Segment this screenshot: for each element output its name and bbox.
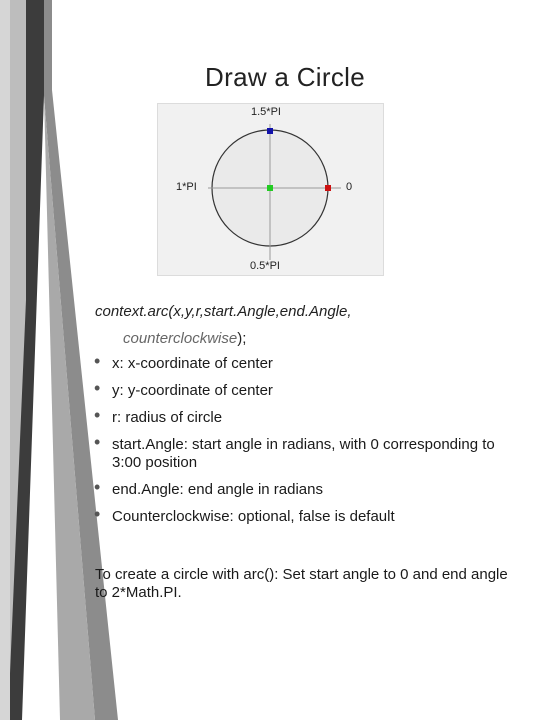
bullet-dot-icon: • bbox=[94, 504, 101, 524]
list-item bbox=[94, 378, 514, 400]
bullet-text: x: x-coordinate of center bbox=[112, 355, 273, 372]
code-line-1: context.arc(x,y,r,start.Angle,end.Angle, bbox=[95, 303, 352, 320]
zero-point bbox=[325, 185, 331, 191]
bullet-dot-icon: • bbox=[94, 432, 101, 452]
top-point bbox=[267, 128, 273, 134]
bullet-text: r: radius of circle bbox=[112, 409, 223, 426]
list-item bbox=[94, 504, 514, 526]
list-item bbox=[94, 351, 514, 373]
bullet-list bbox=[94, 351, 514, 526]
bullet-text: y: y-coordinate of center bbox=[112, 382, 273, 399]
label-bottom: 0.5*PI bbox=[250, 260, 280, 272]
circle-diagram bbox=[157, 103, 384, 276]
list-item bbox=[94, 432, 514, 472]
bullet-text: end.Angle: end angle in radians bbox=[112, 481, 323, 498]
bullet-dot-icon: • bbox=[94, 405, 101, 425]
bullet-dot-icon: • bbox=[94, 477, 101, 497]
footer-text: To create a circle with arc(): Set start angle to 0 and end angle to 2*Math.PI. bbox=[95, 566, 508, 601]
code-line-2 bbox=[123, 330, 246, 347]
slide-title: Draw a Circle bbox=[205, 62, 365, 92]
label-left: 1*PI bbox=[176, 181, 197, 193]
center-point bbox=[267, 185, 273, 191]
bullet-text: Counterclockwise: optional, false is default bbox=[112, 508, 395, 525]
list-item bbox=[94, 477, 514, 499]
label-right: 0 bbox=[346, 181, 353, 193]
code-line-2-param: counterclockwise bbox=[123, 330, 238, 347]
list-item bbox=[94, 405, 514, 427]
bullet-text: start.Angle: start angle in radians, with 0 corresponding to 3:00 position bbox=[112, 436, 495, 471]
code-line-2-end: ); bbox=[237, 330, 247, 347]
bullet-dot-icon: • bbox=[94, 378, 101, 398]
label-top: 1.5*PI bbox=[251, 106, 281, 118]
bullet-dot-icon: • bbox=[94, 351, 101, 371]
